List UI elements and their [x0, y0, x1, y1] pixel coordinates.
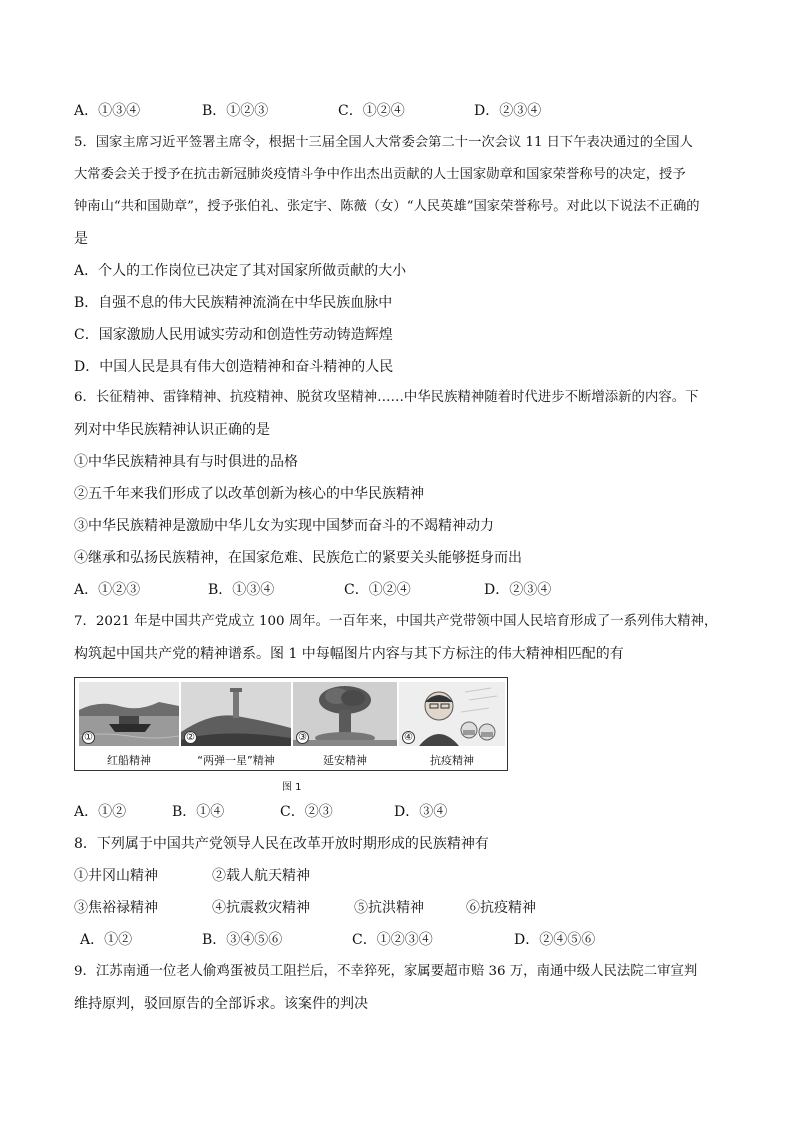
option-a: A．①②③: [74, 582, 141, 598]
panel-number: ④: [402, 731, 415, 744]
figure-panel-monument: [181, 682, 291, 746]
q9-stem-line-2: 维持原判，驳回原告的全部诉求。该案件的判决: [74, 996, 368, 1012]
option-a: A．①②: [80, 932, 133, 948]
option-a: A．①③④: [74, 103, 141, 119]
q6-item-4: ④继承和弘扬民族精神，在国家危难、民族危亡的紧要关头能够挺身而出: [74, 550, 522, 566]
q5-stem-line-3: 钟南山“共和国勋章”，授予张伯礼、张定宇、陈薇（女）“人民英雄”国家荣誉称号。对此以下说法不正确的: [74, 199, 700, 214]
figure-panel-mushroom-cloud: [293, 682, 397, 746]
q5-choice-a: A．个人的工作岗位已决定了其对国家所做贡献的大小: [74, 263, 407, 279]
q5-choice-b: B．自强不息的伟大民族精神流淌在中华民族血脉中: [74, 295, 393, 311]
option-d: D．②④⑤⑥: [514, 932, 596, 948]
q4-options: [74, 101, 541, 121]
figure-1: [74, 677, 508, 771]
option-c: C．②③: [280, 804, 333, 820]
panel-number: ③: [296, 731, 309, 744]
q8-item-6: ⑥抗疫精神: [466, 900, 536, 916]
q8-item-3: ③焦裕禄精神: [74, 900, 158, 916]
q5-choice-c: C．国家激励人民用诚实劳动和创造性劳动铸造辉煌: [74, 327, 393, 343]
figure-panel-portrait: [399, 682, 505, 746]
caption-two-bombs-one-satellite-spirit: “两弹一星”精神: [197, 754, 275, 767]
q5-choice-d: D．中国人民是具有伟大创造精神和奋斗精神的人民: [74, 359, 394, 375]
panel-number: ②: [184, 731, 197, 744]
option-c: C．①②④: [338, 103, 405, 119]
option-c: C．①②④: [344, 582, 411, 598]
q7-options: [74, 802, 447, 822]
option-a: A．①②: [74, 804, 127, 820]
q8-items-row-2: [74, 898, 536, 918]
q8-item-2: ②载人航天精神: [212, 868, 310, 884]
q8-item-1: ①井冈山精神: [74, 868, 158, 884]
figure-panel-red-boat: [79, 682, 179, 746]
option-c: C．①②③④: [352, 932, 433, 948]
option-d: D．②③④: [484, 582, 552, 598]
q8-item-4: ④抗震救灾精神: [212, 900, 310, 916]
option-d: D．③④: [394, 804, 448, 820]
panel-number: ①: [82, 731, 95, 744]
q6-options: [74, 580, 551, 600]
q7-stem-line-1: 7．2021 年是中国共产党成立 100 周年。一百年来，中国共产党带领中国人民培育形成了一系列伟大精神，: [74, 614, 718, 629]
q7-stem-line-2: 构筑起中国共产党的精神谱系。图 1 中每幅图片内容与其下方标注的伟大精神相匹配的有: [74, 646, 624, 662]
q8-stem: 8．下列属于中国共产党领导人民在改革开放时期形成的民族精神有: [74, 836, 489, 852]
q6-stem-line-1: 6．长征精神、雷锋精神、抗疫精神、脱贫攻坚精神……中华民族精神随着时代进步不断增添新的内容。下: [74, 390, 699, 405]
q6-stem-line-2: 列对中华民族精神认识正确的是: [74, 422, 270, 438]
caption-yanan-spirit: 延安精神: [323, 754, 367, 767]
option-b: B．①④: [172, 804, 225, 820]
q8-items-row-1: [74, 866, 310, 886]
q6-item-1: ①中华民族精神具有与时俱进的品格: [74, 454, 298, 470]
q6-item-3: ③中华民族精神是激励中华儿女为实现中国梦而奋斗的不竭精神动力: [74, 518, 494, 534]
option-b: B．③④⑤⑥: [202, 932, 283, 948]
q5-stem-line-1: 5．国家主席习近平签署主席令，根据十三届全国人大常委会第二十一次会议 11 日下午表决通过的全国人: [74, 135, 693, 150]
q6-item-2: ②五千年来我们形成了以改革创新为核心的中华民族精神: [74, 486, 424, 502]
q8-item-5: ⑤抗洪精神: [354, 900, 424, 916]
figure-label: 图 1: [282, 782, 302, 793]
q9-stem-line-1: 9．江苏南通一位老人偷鸡蛋被员工阻拦后，不幸猝死，家属要超市赔 36 万，南通中级人民法院二审宣判: [74, 964, 698, 979]
option-b: B．①③④: [208, 582, 275, 598]
caption-anti-epidemic-spirit: 抗疫精神: [430, 754, 474, 767]
option-d: D．②③④: [474, 103, 542, 119]
q8-options: [80, 930, 595, 950]
q5-stem-line-2: 大常委会关于授予在抗击新冠肺炎疫情斗争中作出杰出贡献的人士国家勋章和国家荣誉称号的决定，授予: [74, 167, 686, 182]
q5-stem-line-4: 是: [74, 231, 88, 247]
option-b: B．①②③: [202, 103, 269, 119]
caption-red-boat-spirit: 红船精神: [107, 754, 151, 767]
